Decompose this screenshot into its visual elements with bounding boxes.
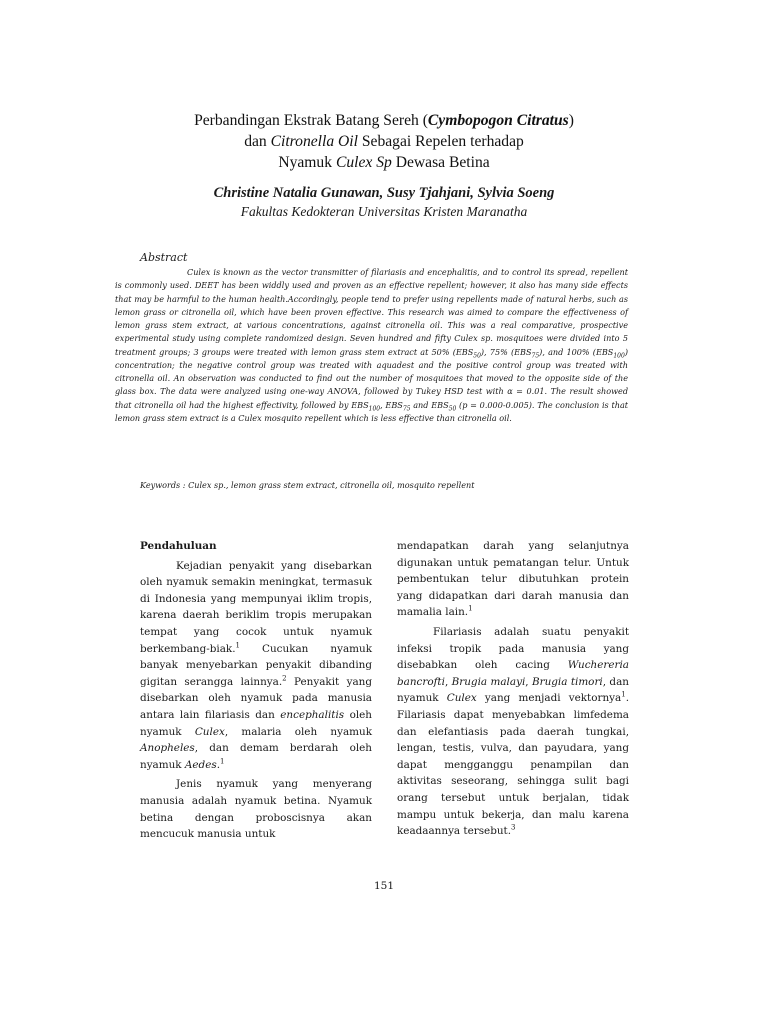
left-column — [140, 538, 372, 846]
paragraph-text: . Filariasis dapat menyebabkan limfedema dan elefantiasis pada daerah tungkai, lengan, testis, vulva, dan payudara, yang dapat mengganggu penampilan dan aktivitas seseorang, sehingga sulit bagi orang tersebut untuk berjalan, tidak mampu untuk bekerja, dan malu karena keadaannya tersebut. — [397, 692, 629, 838]
paragraph-text: Penyakit yang disebarkan oleh nyamuk pada manusia antara lain filariasis dan — [140, 675, 372, 721]
paragraph-text: , dan nyamuk — [397, 675, 629, 705]
title-text: Dewasa Betina — [391, 154, 490, 171]
italic-term: Brugia timori — [531, 675, 603, 688]
italic-term: Culex — [446, 692, 477, 705]
italic-term: Anopheles — [140, 742, 195, 755]
abstract-segment: and EBS — [410, 399, 449, 410]
title-text: Sebagai Repelen terhadap — [357, 133, 524, 150]
title-line-1 — [150, 110, 618, 131]
abstract-segment: ) concentration; the negative control group was treated with aquadest and the positive control group was treated with citronella oil. An observation was conducted to find out the number of mosquitoes that moved to the opposite side of the glass box. The data were analyzed using one-way ANOVA, followed by Tukey HSD test with α = 0.01. The result showed that citronella oil had the highest effectivity, followed by EBS — [115, 346, 628, 410]
abstract-segment: , EBS — [380, 399, 403, 410]
title-italic-term: Citronella Oil — [270, 133, 358, 150]
title-italic-term: Culex Sp — [335, 154, 392, 171]
body-paragraph — [140, 558, 372, 774]
paragraph-text: Filariasis adalah suatu penyakit infeksi tropik pada manusia yang disebabkan oleh cacing — [397, 625, 629, 672]
author-affiliation: Fakultas Kedokteran Universitas Kristen Maranatha — [240, 204, 528, 219]
subscript: 75 — [402, 405, 411, 413]
paragraph-text: yang menjadi vektornya — [476, 692, 622, 705]
subscript: 75 — [531, 352, 540, 360]
italic-term: Brugia malayi — [451, 675, 526, 688]
paragraph-text: , — [444, 675, 452, 688]
title-text: Perbandingan Ekstrak Batang Sereh ( — [194, 112, 428, 129]
italic-term: Wuchereria bancrofti — [397, 659, 629, 688]
body-paragraph — [397, 538, 629, 621]
italic-term: encephalitis — [280, 708, 345, 721]
title-text: dan — [244, 133, 271, 150]
right-column — [397, 538, 629, 843]
subscript: 100 — [613, 352, 625, 360]
subscript: 50 — [473, 352, 481, 360]
abstract-segment: ), and 100% (EBS — [539, 346, 614, 357]
citation-ref: 1 — [220, 757, 225, 766]
paragraph-text: oleh nyamuk — [140, 708, 372, 738]
italic-term: Aedes — [184, 758, 217, 771]
author-list: Christine Natalia Gunawan, Susy Tjahjani, Sylvia Soeng — [213, 185, 555, 201]
title-line-3 — [150, 152, 618, 173]
title-line-2 — [150, 131, 618, 152]
italic-term: Culex — [194, 725, 225, 738]
subscript: 100 — [368, 405, 381, 413]
paragraph-text: mendapatkan darah yang selanjutnya digunakan untuk pematangan telur. Untuk pembentukan telur dibutuhkan protein yang didapatkan dari darah manusia dan mamalia lain. — [397, 540, 629, 619]
citation-ref: 3 — [511, 823, 516, 832]
paragraph-text: Cucukan nyamuk banyak menyebarkan penyakit dibanding gigitan serangga lainnya. — [140, 642, 372, 688]
title-species-name: Cymbopogon Citratus — [427, 112, 569, 129]
abstract-heading: Abstract — [140, 251, 188, 264]
title-text: ) — [568, 112, 574, 129]
abstract-segment: ), 75% (EBS — [480, 346, 532, 357]
article-title — [150, 110, 618, 173]
paragraph-text: Kejadian penyakit yang disebarkan oleh nyamuk semakin meningkat, termasuk di Indonesia yang mempunyai iklim tropis, karena daerah beriklim tropis merupakan tempat yang cocok untuk nyamuk berkembang-biak. — [140, 559, 372, 655]
abstract-segment: (p = 0.000-0.005). The conclusion is that lemon grass stem extract is a Culex mosquito repellent which is less effective than citronella oil. — [115, 399, 629, 423]
citation-ref: 2 — [282, 674, 287, 683]
citation-ref: 1 — [621, 690, 626, 699]
section-heading: Pendahuluan — [140, 540, 217, 552]
paragraph-text: , — [525, 675, 532, 688]
abstract-segment: Culex is known as the vector transmitter of filariasis and encephalitis, and to control its spread, repellent is commonly used. DEET has been widdly used and proven as an effective repellent; however, it also has many side effects that may be harmful to the human health.Accordingly, people tend to prefer using repellents made of natural herbs, such as lemon grass or citronella oil, which have been proven effective. This research was aimed to compare the effectiveness of lemon grass stem extract, at various concentrations, against citronella oil. This was a real comparative, prospective experimental study using complete randomized design. Seven hundred and fifty Culex sp. mosquitoes were divided into 5 treatment groups; 3 groups were treated with lemon grass stem extract at 50% (EBS — [115, 267, 628, 357]
citation-ref: 1 — [468, 604, 473, 613]
paragraph-text: , malaria oleh nyamuk — [224, 725, 372, 738]
abstract-text — [115, 266, 628, 425]
subscript: 50 — [448, 405, 457, 413]
title-text: Nyamuk — [278, 154, 336, 171]
paragraph-text: , dan demam berdarah oleh nyamuk — [140, 742, 372, 771]
keywords-line: Keywords : Culex sp., lemon grass stem extract, citronella oil, mosquito repellent — [140, 480, 475, 490]
citation-ref: 1 — [235, 641, 241, 650]
body-paragraph: Jenis nyamuk yang menyerang manusia adalah nyamuk betina. Nyamuk betina dengan proboscisnya akan mencucuk manusia untuk — [140, 778, 372, 841]
paragraph-text: . — [216, 758, 221, 771]
body-paragraph — [397, 624, 629, 840]
page-number: 151 — [373, 880, 395, 892]
